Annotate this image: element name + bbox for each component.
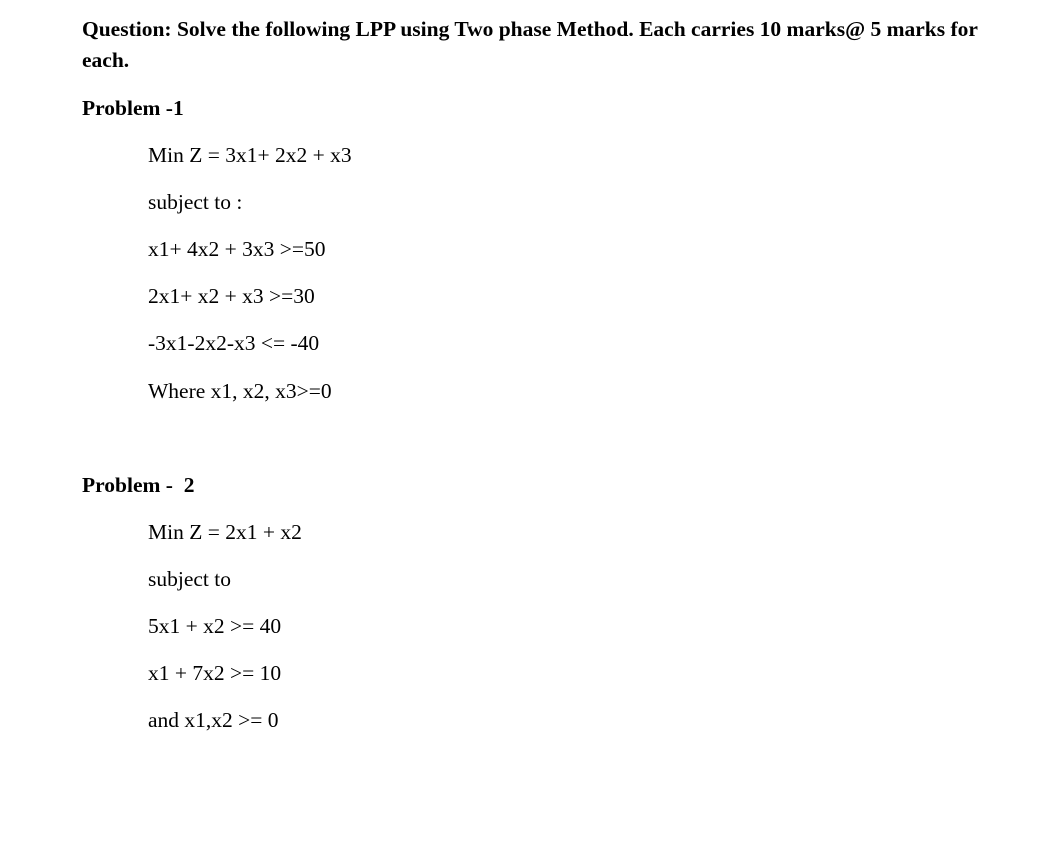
problem-1-constraint-2: 2x1+ x2 + x3 >=30 bbox=[148, 284, 315, 308]
problem-2-heading: Problem - 2 bbox=[82, 473, 195, 497]
problem-2-constraint-1: 5x1 + x2 >= 40 bbox=[148, 614, 282, 638]
problem-1-heading: Problem -1 bbox=[82, 96, 184, 120]
question-text: Question: Solve the following LPP using Two phase Method. Each carries 10 marks@ 5 marks for each. bbox=[82, 17, 978, 72]
problem-2-constraint-2: x1 + 7x2 >= 10 bbox=[148, 661, 282, 685]
problem-2-subject-to: subject to bbox=[148, 567, 231, 591]
problem-1-subject-to: subject to : bbox=[148, 190, 243, 214]
problem-2-nonnegativity: and x1,x2 >= 0 bbox=[148, 708, 279, 732]
problem-1-objective: Min Z = 3x1+ 2x2 + x3 bbox=[148, 143, 352, 167]
problem-1-constraint-3: -3x1-2x2-x3 <= -40 bbox=[148, 331, 320, 355]
problem-2-objective: Min Z = 2x1 + x2 bbox=[148, 520, 302, 544]
problem-1-constraint-1: x1+ 4x2 + 3x3 >=50 bbox=[148, 237, 326, 261]
problem-1-nonnegativity: Where x1, x2, x3>=0 bbox=[148, 379, 332, 403]
